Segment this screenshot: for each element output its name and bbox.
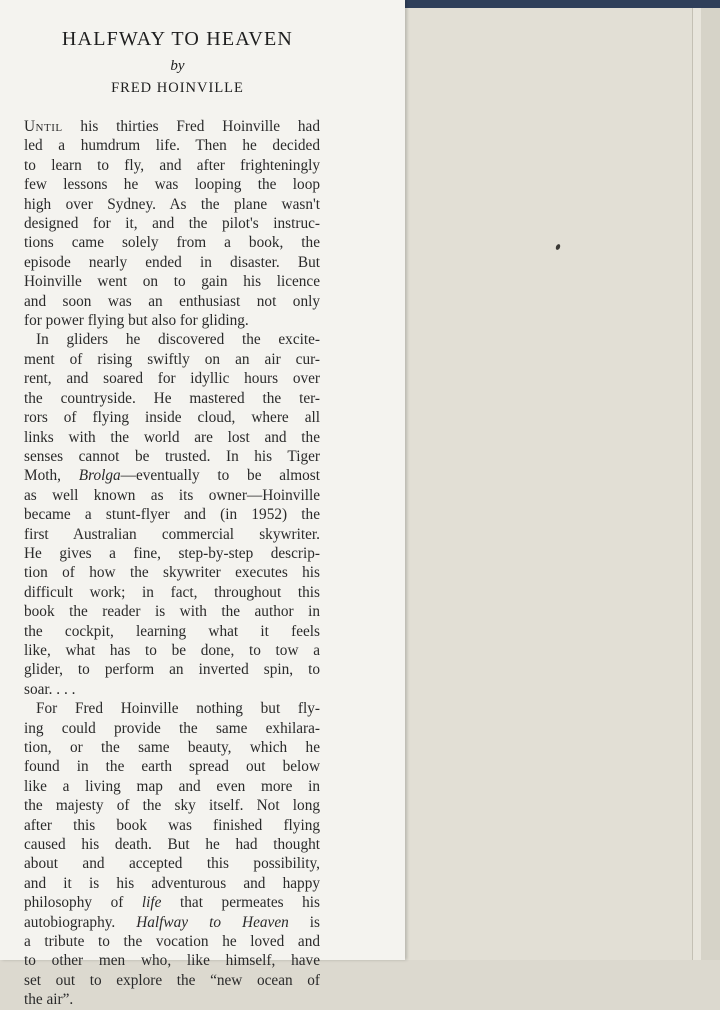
- blurb-line: [24, 175, 320, 194]
- blurb-text-segment: a tribute to the vocation he loved and: [24, 933, 320, 951]
- blurb-text-segment: rent, and soared for idyllic hours over: [24, 370, 320, 388]
- blurb-line: [24, 835, 320, 854]
- blurb-text-segment: life: [141, 894, 162, 912]
- blurb-text-segment: In gliders he discovered the excite-: [36, 331, 320, 349]
- blurb-line: [24, 951, 320, 970]
- blurb-text-segment: the cockpit, learning what it feels: [24, 622, 320, 640]
- blurb-line: [24, 932, 320, 951]
- blurb-text-segment: He gives a fine, step-by-step descrip-: [24, 544, 320, 562]
- blurb-text-segment: —eventually to be almost: [120, 467, 320, 485]
- blurb-line: [24, 757, 320, 776]
- blurb-text-segment: tions came solely from a book, the: [24, 234, 320, 252]
- blurb-line: [24, 253, 320, 272]
- blurb-text-segment: high over Sydney. As the plane wasn't: [24, 195, 320, 213]
- blurb-text-segment: and soon was an enthusiast not only: [24, 292, 320, 310]
- cover-spine-edge: [692, 8, 720, 960]
- blurb-line: [24, 719, 320, 738]
- blurb-text-segment: book the reader is with the author in: [24, 603, 320, 621]
- blurb-line: [24, 466, 320, 485]
- blurb-text-segment: Hoinville went on to gain his licence: [24, 273, 320, 291]
- blurb-line: [24, 680, 320, 699]
- cover-top-edge: [400, 0, 720, 8]
- blurb-line: [24, 272, 320, 291]
- blurb-line: [24, 156, 320, 175]
- blurb-line: [24, 389, 320, 408]
- blurb-line: [24, 117, 320, 136]
- blurb-line: [24, 233, 320, 252]
- blurb-text-segment: ing could provide the same exhilara-: [24, 719, 320, 737]
- blurb-text: [24, 117, 320, 1010]
- blurb-line: [24, 699, 320, 718]
- blurb-line: [24, 796, 320, 815]
- blurb-text-segment: for power flying but also for gliding.: [24, 312, 249, 330]
- blurb-line: [24, 641, 320, 660]
- blurb-line: [24, 971, 320, 990]
- blurb-text-segment: led a humdrum life. Then he decided: [24, 137, 320, 155]
- blurb-text-segment: For Fred Hoinville nothing but fly-: [36, 700, 320, 718]
- blurb-text-segment: Until: [24, 118, 63, 135]
- blurb-text-segment: glider, to perform an inverted spin, to: [24, 661, 320, 679]
- blurb-line: [24, 777, 320, 796]
- blurb-line: [24, 447, 320, 466]
- blurb-text-segment: his thirties Fred Hoinville had: [62, 118, 320, 135]
- blurb-text-segment: few lessons he was looping the loop: [24, 176, 320, 194]
- blurb-line: [24, 622, 320, 641]
- blurb-line: [24, 505, 320, 524]
- blurb-line: [24, 525, 320, 544]
- blurb-line: [24, 369, 320, 388]
- book-title: HALFWAY TO HEAVEN: [61, 28, 294, 50]
- blurb-text-segment: as well known as its owner—Hoinville: [24, 486, 320, 504]
- blurb-text-segment: first Australian commercial skywriter.: [24, 525, 320, 543]
- blurb-line: [24, 990, 320, 1009]
- blurb-text-segment: soar. . . .: [24, 680, 76, 698]
- blurb-line: [24, 214, 320, 233]
- blurb-text-segment: links with the world are lost and the: [24, 428, 320, 446]
- blurb-line: [24, 544, 320, 563]
- blurb-line: [24, 350, 320, 369]
- blurb-text-segment: set out to explore the “new ocean of: [24, 971, 320, 989]
- blurb-text-segment: tion of how the skywriter executes his: [24, 564, 320, 582]
- blurb-line: [24, 660, 320, 679]
- blurb-line: [24, 195, 320, 214]
- blurb-text-segment: like, what has to be done, to tow a: [24, 641, 320, 659]
- book-author: FRED HOINVILLE: [111, 80, 244, 96]
- blurb-line: [24, 292, 320, 311]
- blurb-line: [24, 583, 320, 602]
- blurb-line: [24, 428, 320, 447]
- blurb-line: [24, 408, 320, 427]
- blurb-text-segment: rors of flying inside cloud, where all: [24, 409, 320, 427]
- blurb-text-segment: Halfway to Heaven: [136, 913, 289, 931]
- blurb-text-segment: senses cannot be trusted. In his Tiger: [24, 447, 320, 465]
- blurb-line: [24, 854, 320, 873]
- blurb-text-segment: to other men who, like himself, have: [24, 952, 320, 970]
- blurb-line: [24, 602, 320, 621]
- blurb-text-segment: Brolga: [78, 467, 121, 485]
- blurb-text-segment: to learn to fly, and after frighteningly: [24, 156, 320, 174]
- blurb-text-segment: found in the earth spread out below: [24, 758, 320, 776]
- blurb-line: [24, 893, 320, 912]
- blurb-text-segment: that permeates his: [161, 894, 320, 912]
- inner-cover-board: [405, 8, 692, 960]
- blurb-line: [24, 874, 320, 893]
- blurb-text-segment: designed for it, and the pilot's instruc-: [24, 215, 320, 233]
- blurb-text-segment: the majesty of the sky itself. Not long: [24, 797, 320, 815]
- blurb-text-segment: difficult work; in fact, throughout this: [24, 583, 320, 601]
- blurb-text-segment: episode nearly ended in disaster. But: [24, 253, 320, 271]
- blurb-text-segment: is: [288, 913, 320, 931]
- blurb-text-segment: tion, or the same beauty, which he: [24, 739, 320, 756]
- blurb-text-segment: caused his death. But he had thought: [24, 836, 320, 854]
- blurb-text-segment: philosophy of: [24, 894, 142, 912]
- blurb-text-segment: the countryside. He mastered the ter-: [24, 389, 320, 407]
- blurb-line: [24, 563, 320, 582]
- blurb-text-segment: the air”.: [24, 991, 74, 1009]
- blurb-text-segment: became a stunt-flyer and (in 1952) the: [24, 506, 320, 524]
- blurb-line: [24, 738, 320, 757]
- blurb-line: [24, 816, 320, 835]
- blurb-text-segment: and it is his adventurous and happy: [24, 874, 320, 892]
- byline-by: by: [170, 58, 185, 74]
- blurb-line: [24, 136, 320, 155]
- blurb-text-segment: autobiography.: [24, 913, 137, 931]
- blurb-text-segment: after this book was finished flying: [24, 816, 320, 834]
- blurb-text-segment: like a living map and even more in: [24, 777, 320, 795]
- blurb-text-segment: Moth,: [24, 467, 79, 485]
- blurb-text-segment: ment of rising swiftly on an air cur-: [24, 350, 320, 368]
- blurb-line: [24, 486, 320, 505]
- blurb-text-segment: about and accepted this possibility,: [24, 855, 320, 873]
- blurb-line: [24, 311, 320, 330]
- blurb-line: [24, 330, 320, 349]
- blurb-line: [24, 913, 320, 932]
